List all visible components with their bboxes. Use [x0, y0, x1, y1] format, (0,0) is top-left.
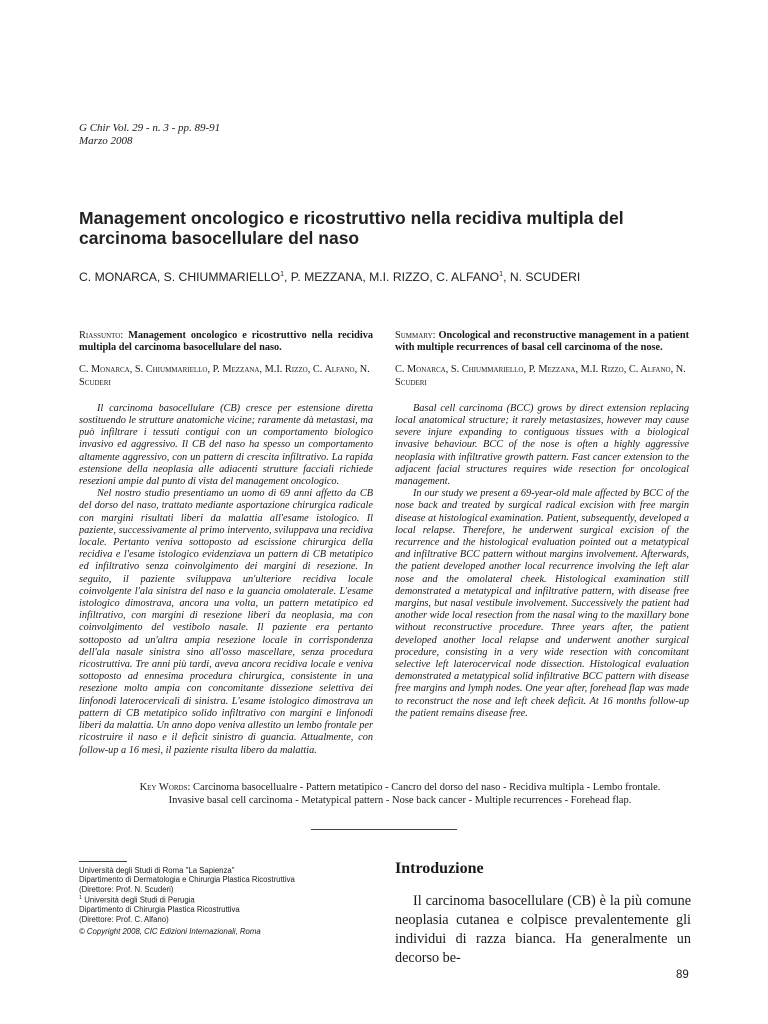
abstract-paragraph: Basal cell carcinoma (BCC) grows by direct extension replacing local anatomical structure; it rarely metastasizes, however may cause severe injure expanding to contiguous tissues with a biological invasive behaviour. BCC of the nose is often a highly aggressive neoplasia with infiltrative growth pattern. Fast cancer extension to the adjacent facial structures requires wide resection for oncological management. [395, 402, 689, 488]
affiliation-line: Dipartimento di Chirurgia Plastica Ricostruttiva [79, 905, 240, 915]
abstract-english-heading [395, 330, 689, 354]
abstract-italian-body [79, 403, 373, 757]
abstract-paragraph: Il carcinoma basocellulare (CB) cresce per estensione diretta sostituendo le strutture anatomiche vicine; raramente dà metastasi, ma può infiltrare i tessuti contigui con un comportamento biologico invasivo ed aggressivo. Il CB del naso ha spesso un comportamento altamente aggressivo, con un pattern di crescita infiltrativo. La rapida estensione della neoplasia alle adiacenti strutture facciali richiede resezioni ampie dal punto di vista del management oncologico. [79, 402, 373, 488]
journal-date: Marzo 2008 [79, 135, 133, 147]
authors-part-2: , P. MEZZANA, M.I. RIZZO, C. ALFANO [284, 270, 500, 284]
affiliation-marker: 1 [499, 270, 504, 278]
journal-reference [79, 122, 220, 148]
riassunto-label: Riassunto: [79, 330, 124, 341]
keywords-italian-text: Carcinoma basocellualre - Pattern metatipico - Cancro del dorso del naso - Recidiva multipla - Lembo frontale. [193, 782, 661, 793]
keywords-label: Key Words: [139, 782, 191, 793]
affiliation-line: Dipartimento di Dermatologia e Chirurgia Plastica Ricostruttiva [79, 875, 295, 885]
footnote-rule [79, 861, 127, 862]
affiliation-line: (Direttore: Prof. C. Alfano) [79, 914, 169, 924]
page-number: 89 [676, 969, 689, 981]
riassunto-title: Management oncologico e ricostruttivo nella recidiva multipla del carcinoma basocellulare del naso. [79, 330, 373, 354]
affiliation-line-marked [79, 894, 349, 905]
authors-part-1: C. MONARCA, S. CHIUMMARIELLO [79, 270, 281, 284]
affiliation-marker: 1 [79, 895, 83, 902]
authors-part-3: , N. SCUDERI [503, 270, 581, 284]
affiliations [79, 866, 349, 936]
keywords-english: Invasive basal cell carcinoma - Metatypical pattern - Nose back cancer - Multiple recurrences - Forehead flap. [168, 795, 632, 806]
affiliation-line: Università degli Studi di Roma "La Sapienza" [79, 866, 235, 875]
journal-citation: G Chir Vol. 29 - n. 3 - pp. 89-91 [79, 122, 221, 134]
author-list [79, 270, 580, 284]
affiliation-line: Università degli Studi di Perugia [84, 895, 195, 905]
abstract-english [395, 330, 689, 720]
introduction-text: Il carcinoma basocellulare (CB) è la più comune neoplasia cutanea e colpisce prevalentemente gli individui di razza bianca. Ha generalmente un decorso be- [395, 893, 691, 966]
summary-label: Summary: [395, 330, 436, 341]
abstract-english-authors: C. Monarca, S. Chiummariello, P. Mezzana, M.I. Rizzo, C. Alfano, N. Scuderi [395, 364, 686, 388]
affiliation-line: (Direttore: Prof. N. Scuderi) [79, 884, 174, 894]
section-divider [311, 829, 457, 830]
abstract-italian-authors: C. Monarca, S. Chiummariello, P. Mezzana, M.I. Rizzo, C. Alfano, N. Scuderi [79, 364, 370, 388]
abstract-italian-heading [79, 330, 373, 354]
article-title: Management oncologico e ricostruttivo nella recidiva multipla del carcinoma basocellulare del naso [79, 208, 624, 248]
keywords-italian [100, 781, 700, 794]
copyright: © Copyright 2008, CIC Edizioni Internazionali, Roma [79, 927, 261, 937]
abstract-italian [79, 330, 373, 757]
abstract-paragraph: Nel nostro studio presentiamo un uomo di 69 anni affetto da CB del dorso del naso, trattato mediante asportazione chirurgica radicale con margini risultati liberi da malattia all'esame istologico. Il paziente, successivamente al primo intervento, sviluppava una recidiva locale. Pertanto veniva sottoposto ad escissione chirurgica della recidiva e l'esame istologico evidenziava un pattern di CB metatipico ed infiltrativo senza coinvolgimento dei margini di resezione. In seguito, il paziente sviluppava un'ulteriore recidiva locale coinvolgente l'ala sinistra del naso e la guancia omolaterale. L'esame istologico dimostrava, ancora una volta, un pattern metatipico ed infiltrativo, con margini di resezione liberi da neoplasia, ma con coinvolgimento del vestibolo nasale. Il paziente era pertanto sottoposto ad un'altra ampia resezione locale in corrispondenza dell'ala nasale sinistra sino all'osso mascellare, senza procedura ricostruttiva. Tre anni più tardi, aveva ancora recidiva locale e veniva sottoposto ad ennesima procedura chirurgica, consistente in una resezione molto ampia con concomitante dissezione selettiva dei linfonodi laterocervicali di sinistra. L'esame istologico dimostrava un pattern di CB metatipico solido infiltrativo con margini e linfonodi liberi da malattia. Un anno dopo veniva allestito un lembo frontale per ricostruire il naso e il deficit sinistro di guancia. Attualmente, con follow-up a 16 mesi, il paziente risulta libero da malattia. [79, 488, 373, 756]
section-heading-introduction: Introduzione [395, 860, 484, 877]
keywords [100, 781, 700, 807]
abstract-english-body [395, 403, 689, 720]
summary-title: Oncological and reconstructive management in a patient with multiple recurrences of basal cell carcinoma of the nose. [395, 330, 690, 354]
abstract-paragraph: In our study we present a 69-year-old male affected by BCC of the nose back and treated by surgical radical excision with free margin disease at histological examination. Patient, subsequently, developed a local relapse. Therefore, he underwent surgical excision of the recurrence and the histological evaluation pointed out a metatypical and infiltrative BCC pattern without margins involvement. Afterwards, the patient developed another local recurrence involving the left alar nose and the omolateral cheek. Histological examination still demonstrated a metatypical and infiltrative pattern, with disease free margins, but nasal vestibule involvement. Successively the patient had another wide local resection from the nasal wing to the maxillary bone without reconstructive procedure. Three years after, the patient developed another local relapse and underwent another surgical procedure, consisting in a very wide resection with concomitant selective left laterocervical node dissection. Histological evaluation demonstrated a metatypical solid infiltrative BCC pattern with disease free margins and lymph nodes. One year after, forehead flap was made to reconstruct the nose and left cheek deficit. At 16 months follow-up the patient remains disease free. [395, 488, 689, 719]
affiliation-marker: 1 [280, 270, 285, 278]
